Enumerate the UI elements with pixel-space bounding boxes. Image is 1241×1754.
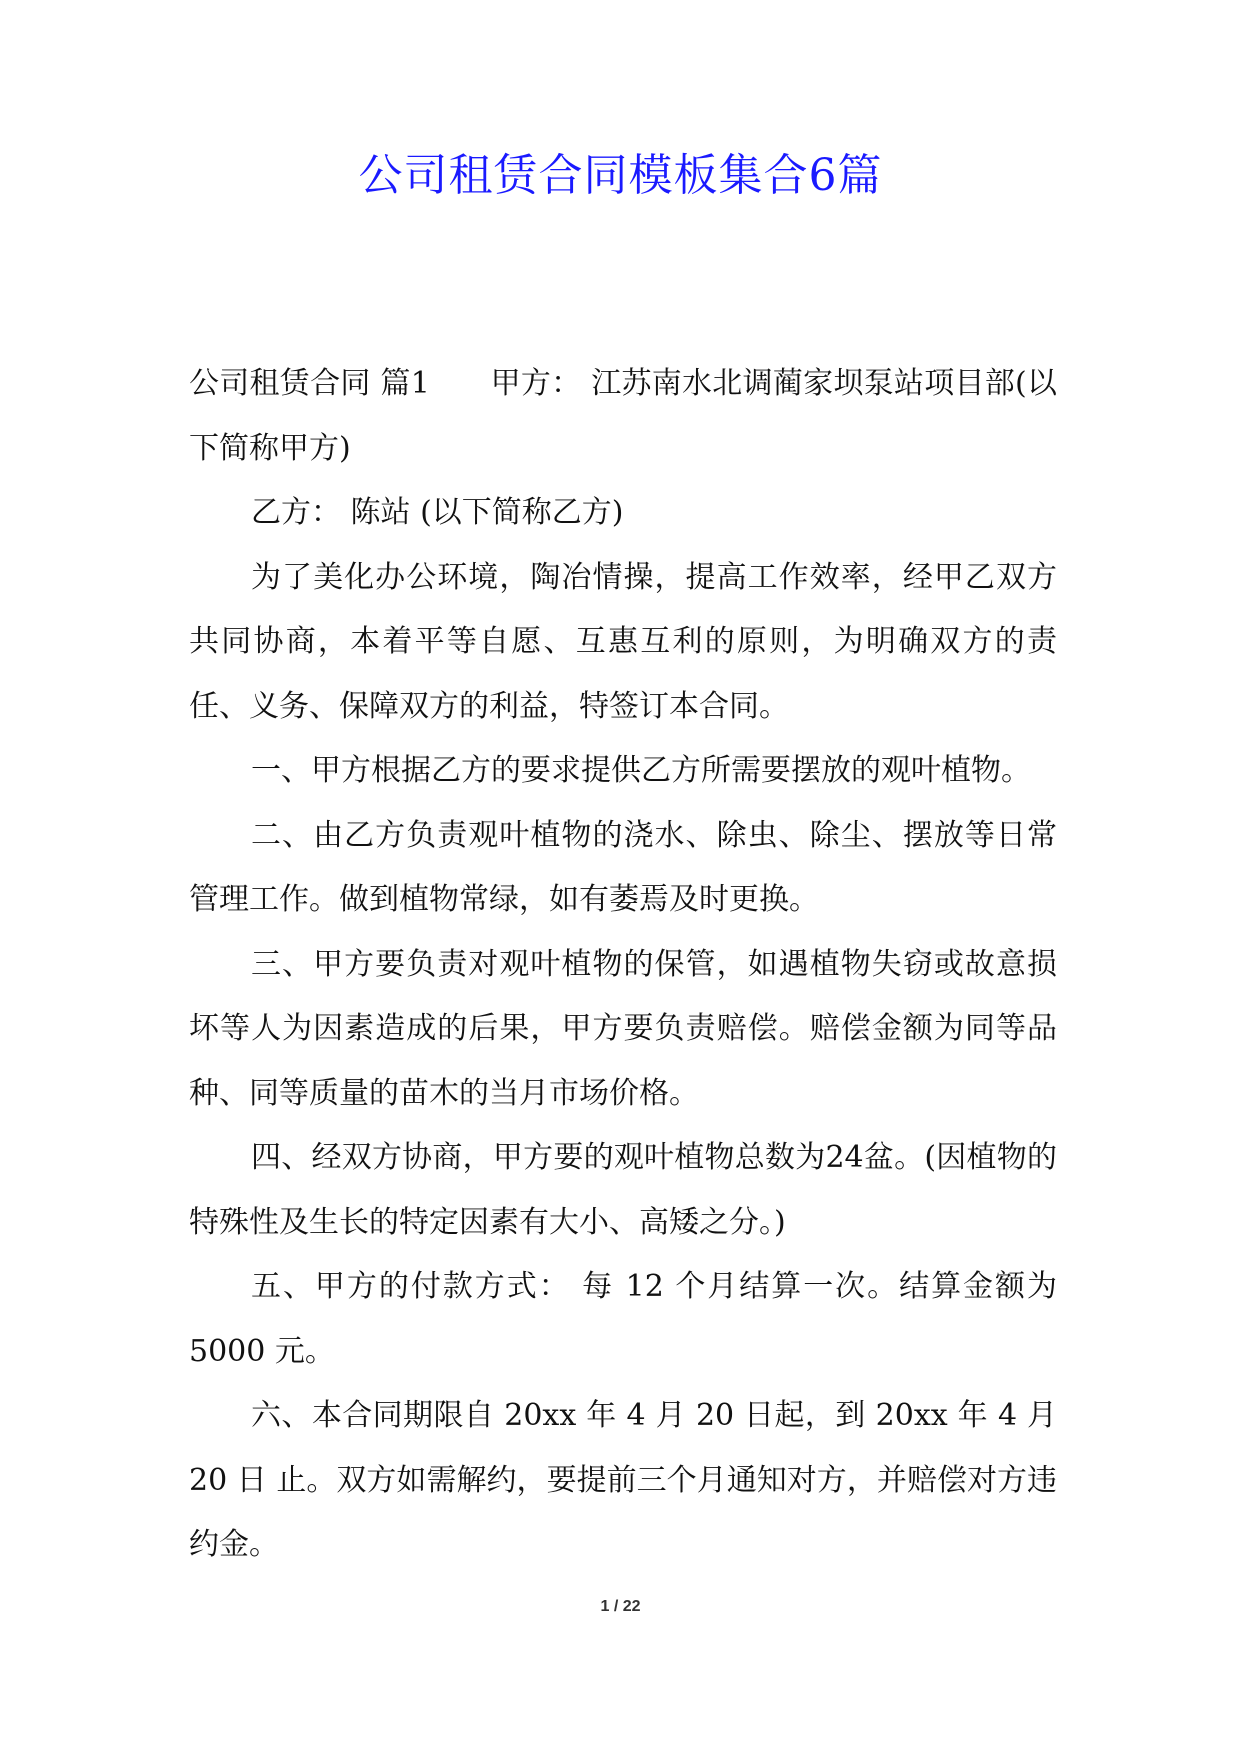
paragraph-clause-5: 五、甲方的付款方式： 每 12 个月结算一次。结算金额为 5000 元。 [189, 1269, 1057, 1369]
document-body [189, 352, 1057, 1578]
page-number: 1 / 22 [600, 1598, 641, 1615]
paragraph-clause-3: 三、甲方要负责对观叶植物的保管，如遇植物失窃或故意损坏等人为因素造成的后果，甲方要负责赔偿。赔偿金额为同等品种、同等质量的苗木的当月市场价格。 [189, 946, 1057, 1111]
paragraph-parties-a: 公司租赁合同 篇1 甲方： 江苏南水北调蔺家坝泵站项目部(以下简称甲方) [189, 366, 1057, 466]
paragraph-clause-2: 二、由乙方负责观叶植物的浇水、除虫、除尘、摆放等日常管理工作。做到植物常绿，如有萎焉及时更换。 [189, 817, 1057, 917]
document-title: 公司租赁合同模板集合6篇 [358, 150, 883, 201]
paragraph-clause-1: 一、甲方根据乙方的要求提供乙方所需要摆放的观叶植物。 [251, 753, 1031, 788]
paragraph-parties-b: 乙方： 陈站 (以下简称乙方) [251, 495, 624, 530]
paragraph-preamble: 为了美化办公环境，陶冶情操，提高工作效率，经甲乙双方共同协商，本着平等自愿、互惠互利的原则，为明确双方的责任、义务、保障双方的利益，特签订本合同。 [189, 559, 1057, 724]
paragraph-clause-6: 六、本合同期限自 20xx 年 4 月 20 日起，到 20xx 年 4 月 20 日 止。双方如需解约，要提前三个月通知对方，并赔偿对方违约金。 [189, 1398, 1057, 1562]
paragraph-clause-4: 四、经双方协商，甲方要的观叶植物总数为24盆。(因植物的特殊性及生长的特定因素有大小、高矮之分。) [189, 1140, 1057, 1240]
